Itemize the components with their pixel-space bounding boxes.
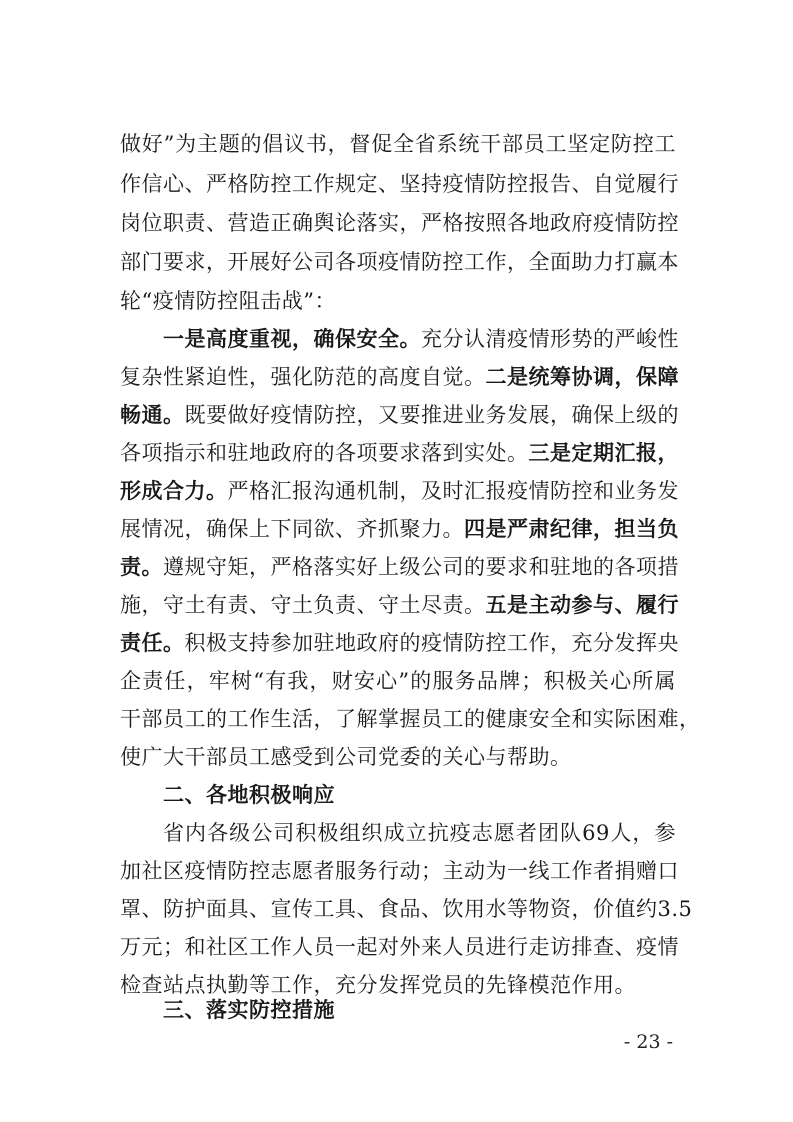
bold-phrase: 责任。 <box>120 631 185 655</box>
bold-phrase: 四是严肃纪律，担当负 <box>464 517 679 541</box>
text-span: 复杂性紧迫性，强化防范的高度自觉。 <box>120 365 486 389</box>
text-line: 轮“疫情防控阻击战”： <box>120 289 336 313</box>
page-number: - 23 - <box>623 1031 673 1053</box>
text-span: 既要做好疫情防控，又要推进业务发展，确保上级的 <box>184 403 679 427</box>
text-line <box>120 474 679 508</box>
bold-phrase: 畅通。 <box>120 403 185 427</box>
text-line <box>120 436 679 470</box>
bold-phrase: 一是高度重视，确保安全。 <box>163 327 421 351</box>
text-span: 严格汇报沟通机制，及时汇报疫情防控和业务发 <box>227 479 679 503</box>
text-line: 罩、防护面具、宣传工具、食品、饮用水等物资，价值约3.5 <box>120 897 693 921</box>
text-span: 充分认清疫情形势的严峻性 <box>421 327 679 351</box>
text-span: 展情况，确保上下同欲、齐抓聚力。 <box>120 517 464 541</box>
bold-phrase: 三是定期汇报， <box>528 441 679 465</box>
text-line: 检查站点执勤等工作，充分发挥党员的先锋模范作用。 <box>120 973 636 997</box>
section-heading: 二、各地积极响应 <box>163 783 335 807</box>
bold-phrase: 五是主动参与、履行 <box>485 593 679 617</box>
text-span: 积极支持参加驻地政府的疫情防控工作，充分发挥央 <box>184 631 679 655</box>
text-line: 使广大干部员工感受到公司党委的关心与帮助。 <box>120 745 572 769</box>
text-line <box>120 360 679 394</box>
text-line: 企责任，牢树“有我，财安心”的服务品牌；积极关心所属 <box>120 669 676 693</box>
text-span: 施，守土有责、守土负责、守土尽责。 <box>120 593 486 617</box>
text-line <box>120 626 679 660</box>
text-line <box>163 322 679 356</box>
text-line <box>120 550 679 584</box>
text-line: 干部员工的工作生活，了解掌握员工的健康安全和实际困难， <box>120 707 701 731</box>
text-line: 万元；和社区工作人员一起对外来人员进行走访排查、疫情 <box>120 935 679 959</box>
text-line: 省内各级公司积极组织成立抗疫志愿者团队69人，参 <box>163 821 676 845</box>
bold-phrase: 责。 <box>120 555 163 579</box>
text-line: 做好”为主题的倡议书，督促全省系统干部员工坚定防控工 <box>120 132 676 156</box>
text-line: 加社区疫情防控志愿者服务行动；主动为一线工作者捐赠口 <box>120 859 679 883</box>
text-line: 部门要求，开展好公司各项疫情防控工作，全面助力打赢本 <box>120 250 679 274</box>
text-line: 岗位职责、营造正确舆论落实，严格按照各地政府疫情防控 <box>120 211 679 235</box>
text-line <box>120 398 679 432</box>
bold-phrase: 形成合力。 <box>120 479 228 503</box>
section-heading: 三、落实防控措施 <box>163 998 335 1022</box>
text-line: 作信心、严格防控工作规定、坚持疫情防控报告、自觉履行 <box>120 172 679 196</box>
text-line <box>120 512 679 546</box>
text-span: 各项指示和驻地政府的各项要求落到实处。 <box>120 441 529 465</box>
bold-phrase: 二是统筹协调，保障 <box>485 365 679 389</box>
text-line <box>120 588 679 622</box>
text-span: 遵规守矩，严格落实好上级公司的要求和驻地的各项措 <box>163 555 679 579</box>
